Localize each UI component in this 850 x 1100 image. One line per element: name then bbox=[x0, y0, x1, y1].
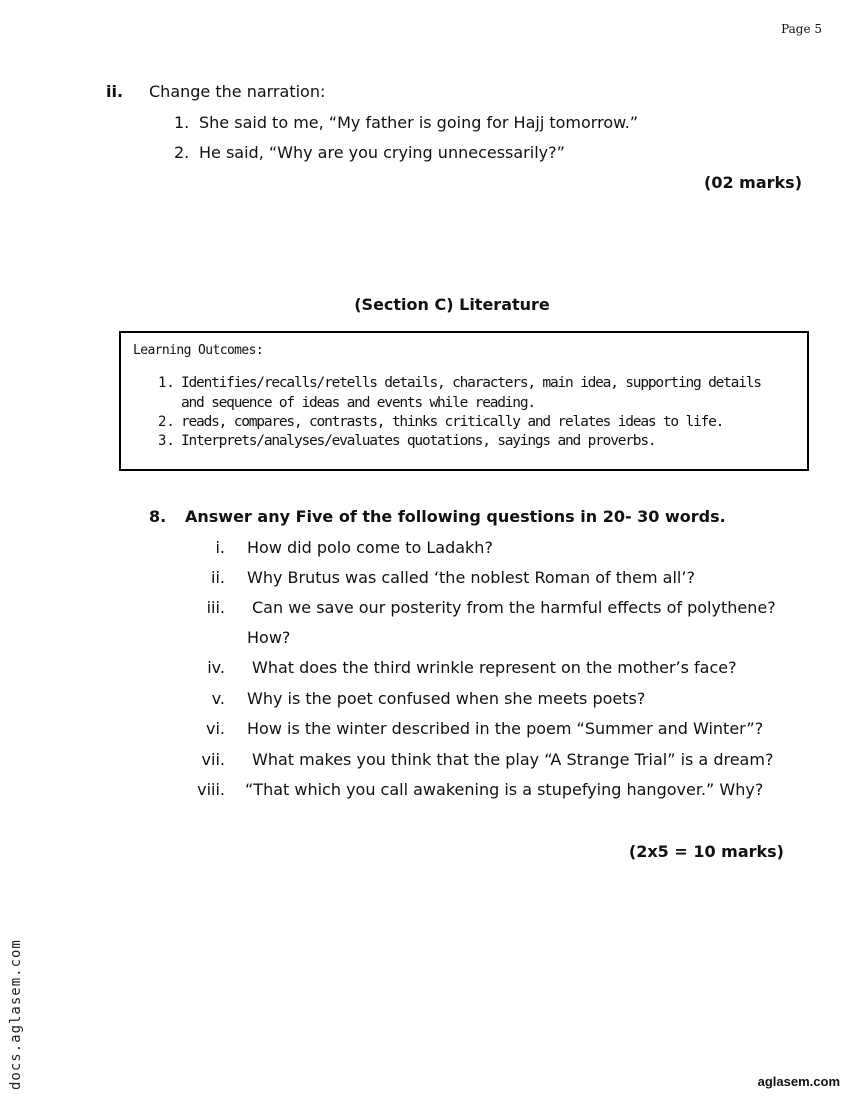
q8-item-v-number: v. bbox=[211, 689, 225, 708]
outcome-1-number: 1. bbox=[158, 375, 175, 391]
question-8-number: 8. bbox=[149, 507, 167, 526]
narration-marks: (02 marks) bbox=[704, 173, 802, 192]
q8-item-ii-text: Why Brutus was called ‘the noblest Roman of them all’? bbox=[247, 568, 695, 587]
learning-outcomes-title: Learning Outcomes: bbox=[133, 343, 264, 358]
q8-item-ii-number: ii. bbox=[211, 568, 225, 587]
q8-item-viii-text: “That which you call awakening is a stupefying hangover.” Why? bbox=[245, 780, 764, 799]
narration-title: Change the narration: bbox=[149, 82, 326, 101]
narration-item-2-number: 2. bbox=[174, 143, 190, 162]
q8-item-viii-number: viii. bbox=[197, 780, 225, 799]
q8-item-vi-number: vi. bbox=[206, 719, 225, 738]
side-watermark: docs.aglasem.com bbox=[8, 939, 24, 1090]
q8-item-iv-text: What does the third wrinkle represent on the mother’s face? bbox=[252, 658, 737, 677]
footer-brand: aglasem.com bbox=[757, 1074, 840, 1089]
narration-item-1-number: 1. bbox=[174, 113, 190, 132]
q8-item-vii-text: What makes you think that the play “A Strange Trial” is a dream? bbox=[252, 750, 774, 769]
outcome-2-number: 2. bbox=[158, 414, 175, 430]
q8-item-vii-number: vii. bbox=[201, 750, 225, 769]
outcome-1-line-2: and sequence of ideas and events while reading. bbox=[181, 395, 535, 411]
q8-item-iv-number: iv. bbox=[207, 658, 225, 677]
outcome-3-number: 3. bbox=[158, 433, 175, 449]
outcome-2-text: reads, compares, contrasts, thinks critically and relates ideas to life. bbox=[181, 414, 724, 430]
q8-item-i-text: How did polo come to Ladakh? bbox=[247, 538, 493, 557]
narration-question-number: ii. bbox=[106, 82, 124, 101]
q8-item-v-text: Why is the poet confused when she meets poets? bbox=[247, 689, 646, 708]
narration-item-2-text: He said, “Why are you crying unnecessarily?” bbox=[199, 143, 565, 162]
page-number: Page 5 bbox=[781, 22, 822, 36]
narration-item-1-text: She said to me, “My father is going for Hajj tomorrow.” bbox=[199, 113, 639, 132]
q8-item-vi-text: How is the winter described in the poem “Summer and Winter”? bbox=[247, 719, 764, 738]
q8-item-iii-number: iii. bbox=[206, 598, 225, 617]
question-8-marks: (2x5 = 10 marks) bbox=[628, 842, 784, 861]
q8-item-iii-text-continued: How? bbox=[247, 628, 291, 647]
outcome-1-line-1: Identifies/recalls/retells details, characters, main idea, supporting details bbox=[181, 375, 761, 391]
learning-outcomes-box bbox=[119, 331, 809, 471]
q8-item-i-number: i. bbox=[215, 538, 225, 557]
question-8-prompt: Answer any Five of the following questions in 20- 30 words. bbox=[185, 507, 726, 526]
outcome-3-text: Interprets/analyses/evaluates quotations, sayings and proverbs. bbox=[181, 433, 656, 449]
q8-item-iii-text: Can we save our posterity from the harmful effects of polythene? bbox=[252, 598, 776, 617]
section-title: (Section C) Literature bbox=[354, 295, 550, 314]
